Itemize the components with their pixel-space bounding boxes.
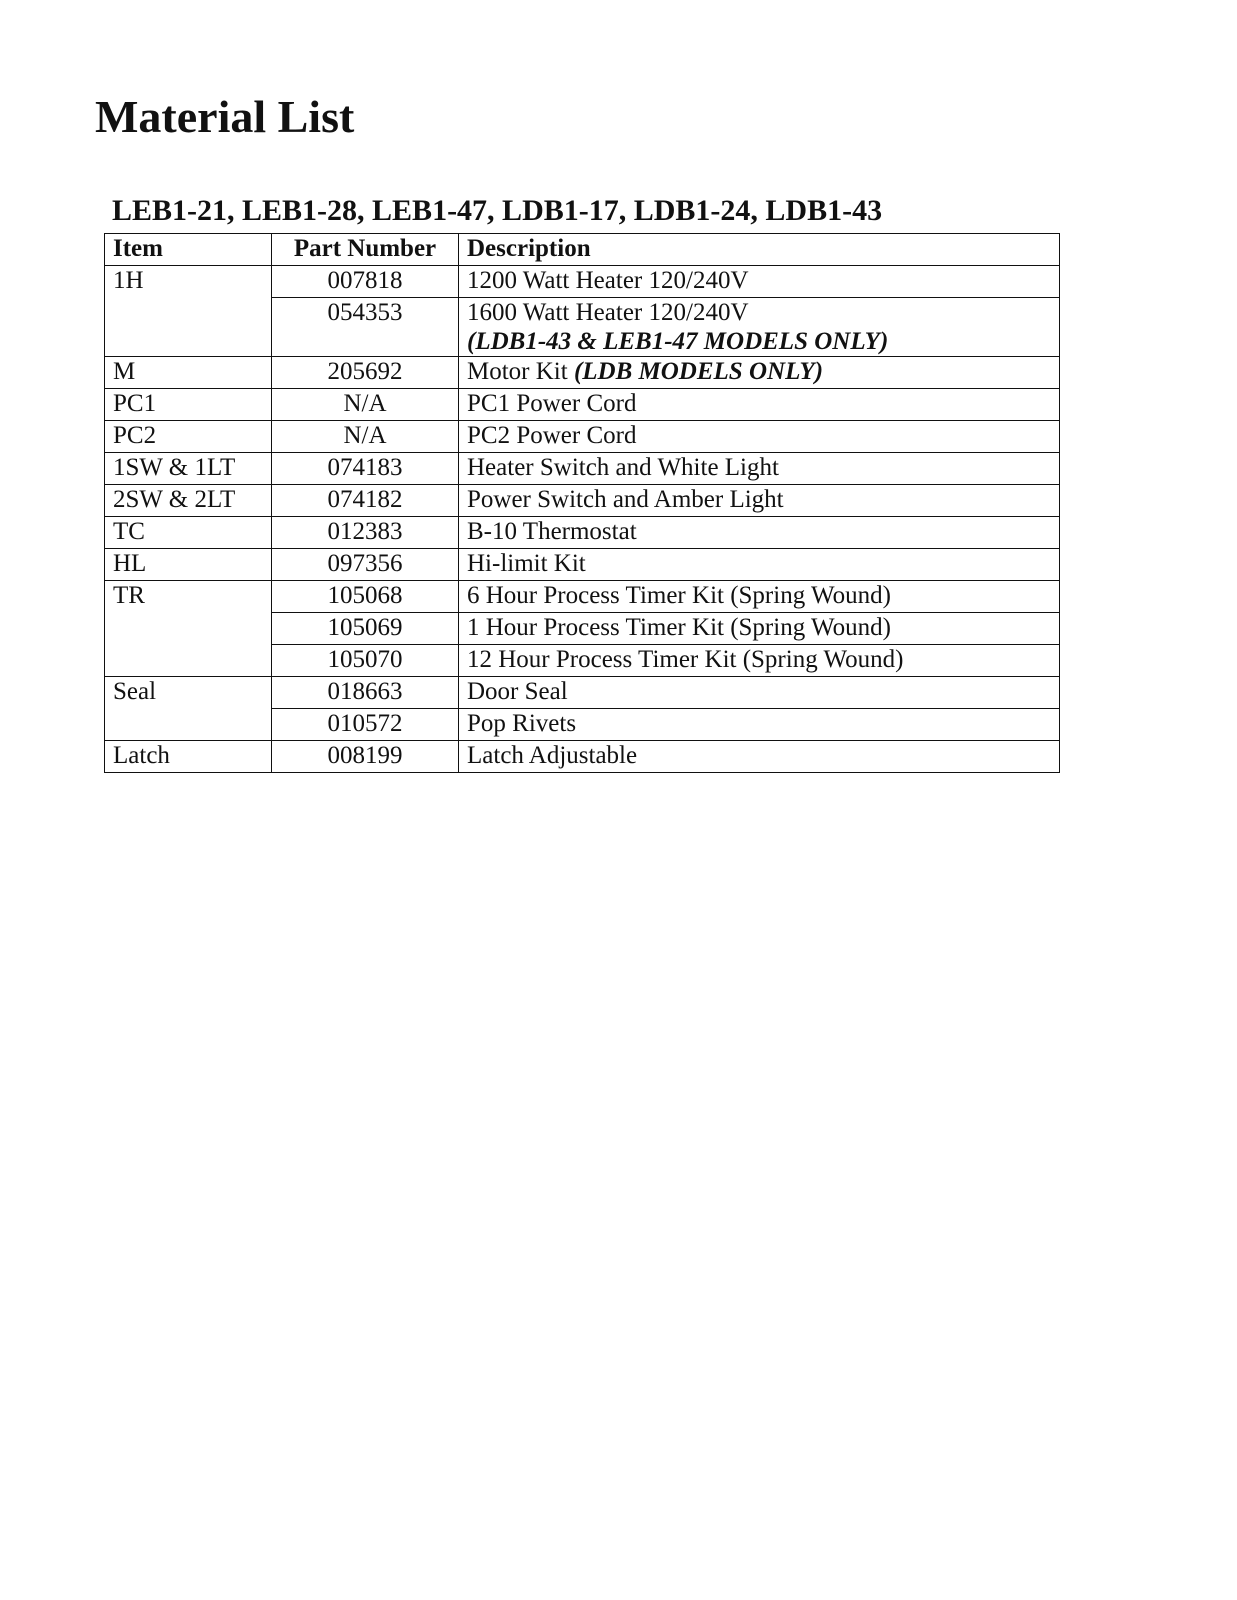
part-number-cell: 010572 — [272, 709, 459, 741]
item-cell: 1H — [105, 266, 272, 357]
part-number-cell: N/A — [272, 389, 459, 421]
item-cell: 2SW & 2LT — [105, 485, 272, 517]
table-row — [105, 581, 1060, 613]
item-cell: PC2 — [105, 421, 272, 453]
item-cell: TC — [105, 517, 272, 549]
part-number-cell: 054353 — [272, 298, 459, 357]
table-row — [105, 485, 1060, 517]
model-note: (LDB1-43 & LEB1-47 MODELS ONLY) — [467, 328, 889, 355]
item-cell: TR — [105, 581, 272, 677]
description-cell: PC1 Power Cord — [459, 389, 1060, 421]
header-part-number: Part Number — [272, 234, 459, 266]
model-list-heading: LEB1-21, LEB1-28, LEB1-47, LDB1-17, LDB1-24, LDB1-43 — [112, 194, 883, 227]
header-description: Description — [459, 234, 1060, 266]
item-cell: PC1 — [105, 389, 272, 421]
description-cell: Latch Adjustable — [459, 741, 1060, 773]
description-cell: Pop Rivets — [459, 709, 1060, 741]
part-number-cell: 008199 — [272, 741, 459, 773]
description-cell — [459, 298, 1060, 357]
part-number-cell: 205692 — [272, 357, 459, 389]
model-note: (LDB MODELS ONLY) — [573, 358, 824, 385]
part-number-cell: 105070 — [272, 645, 459, 677]
part-number-cell: 105068 — [272, 581, 459, 613]
description-cell — [459, 357, 1060, 389]
material-table — [104, 233, 1060, 773]
description-cell: B-10 Thermostat — [459, 517, 1060, 549]
item-cell: Latch — [105, 741, 272, 773]
part-number-cell: 007818 — [272, 266, 459, 298]
description-cell: Power Switch and Amber Light — [459, 485, 1060, 517]
description-cell: PC2 Power Cord — [459, 421, 1060, 453]
description-cell: 1 Hour Process Timer Kit (Spring Wound) — [459, 613, 1060, 645]
table-row — [105, 517, 1060, 549]
description-cell: Hi-limit Kit — [459, 549, 1060, 581]
description-cell: Heater Switch and White Light — [459, 453, 1060, 485]
item-cell: 1SW & 1LT — [105, 453, 272, 485]
table-row — [105, 266, 1060, 298]
part-number-cell: 105069 — [272, 613, 459, 645]
part-number-cell: N/A — [272, 421, 459, 453]
part-number-cell: 018663 — [272, 677, 459, 709]
description-cell: 6 Hour Process Timer Kit (Spring Wound) — [459, 581, 1060, 613]
table-row — [105, 677, 1060, 709]
table-row — [105, 357, 1060, 389]
header-item: Item — [105, 234, 272, 266]
description-text: Motor Kit — [467, 358, 574, 385]
description-cell: 12 Hour Process Timer Kit (Spring Wound) — [459, 645, 1060, 677]
table-row — [105, 549, 1060, 581]
table-row — [105, 389, 1060, 421]
item-cell: M — [105, 357, 272, 389]
part-number-cell: 012383 — [272, 517, 459, 549]
description-text: 1600 Watt Heater 120/240V — [467, 299, 749, 326]
part-number-cell: 074183 — [272, 453, 459, 485]
description-cell: 1200 Watt Heater 120/240V — [459, 266, 1060, 298]
part-number-cell: 074182 — [272, 485, 459, 517]
item-cell: HL — [105, 549, 272, 581]
table-header-row — [105, 234, 1060, 266]
page-title: Material List — [95, 91, 355, 142]
table-row — [105, 421, 1060, 453]
table-row — [105, 741, 1060, 773]
table-row — [105, 453, 1060, 485]
item-cell: Seal — [105, 677, 272, 741]
description-cell: Door Seal — [459, 677, 1060, 709]
part-number-cell: 097356 — [272, 549, 459, 581]
